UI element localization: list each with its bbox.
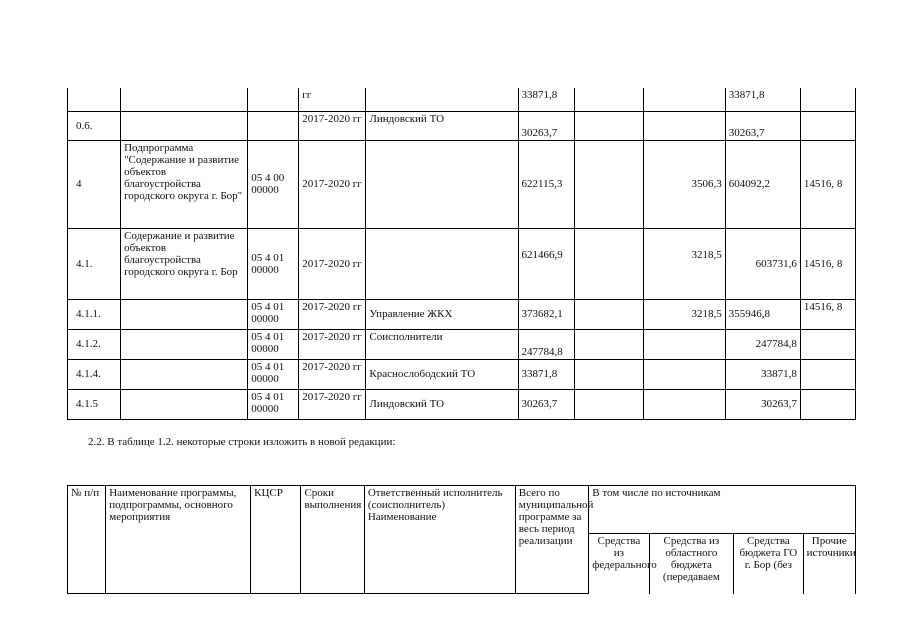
cell-executor: Краснослободский ТО	[366, 359, 518, 389]
cell-fed	[574, 228, 643, 299]
header-num: № п/п	[68, 486, 106, 594]
cell-name	[121, 111, 248, 140]
header-executor: Ответственный исполнитель (соисполнитель) Наименование	[364, 486, 515, 594]
cell-obl: 3506,3	[643, 140, 725, 228]
cell-name	[121, 389, 248, 419]
cell-period: 2017-2020 гг	[299, 228, 366, 299]
cell-go: 604092,2	[725, 140, 800, 228]
header-fed: Средства из федерального	[589, 534, 649, 594]
cell-executor	[366, 140, 518, 228]
cell-kcsr: 05 4 01 00000	[248, 359, 299, 389]
cell-go: 30263,7	[725, 389, 800, 419]
cell-kcsr: 05 4 01 00000	[248, 389, 299, 419]
cell-total: 30263,7	[518, 389, 574, 419]
cell-name	[121, 329, 248, 359]
header-obl: Средства из областного бюджета (передаваем	[649, 534, 734, 594]
cell-kcsr	[248, 88, 299, 111]
table-row	[68, 88, 856, 111]
header-period: Сроки выполнения	[301, 486, 364, 594]
cell-fed	[574, 329, 643, 359]
cell-executor: Линдовский ТО	[366, 111, 518, 140]
cell-obl	[643, 111, 725, 140]
table-row	[68, 228, 856, 299]
table-row	[68, 359, 856, 389]
cell-other	[800, 111, 855, 140]
cell-fed	[574, 140, 643, 228]
header-row	[68, 486, 856, 534]
cell-fed	[574, 389, 643, 419]
cell-period: 2017-2020 гг	[299, 299, 366, 329]
cell-kcsr: 05 4 01 00000	[248, 228, 299, 299]
cell-name: Подпрограмма "Содержание и развитие объектов благоустройства городского округа г. Бор"	[121, 140, 248, 228]
cell-other: 14516, 8	[800, 299, 855, 329]
cell-num: 4.1.1.	[68, 299, 121, 329]
cell-total: 33871,8	[518, 88, 574, 111]
cell-total: 247784,8	[518, 329, 574, 359]
cell-period: 2017-2020 гг	[299, 111, 366, 140]
header-kcsr: КЦСР	[251, 486, 301, 594]
header-sources: В том числе по источникам	[589, 486, 856, 534]
cell-go: 355946,8	[725, 299, 800, 329]
cell-other: 14516, 8	[800, 228, 855, 299]
cell-obl	[643, 88, 725, 111]
table-row	[68, 111, 856, 140]
cell-fed	[574, 88, 643, 111]
cell-num: 4.1.5	[68, 389, 121, 419]
table-row	[68, 140, 856, 228]
cell-kcsr	[248, 111, 299, 140]
cell-period: 2017-2020 гг	[299, 140, 366, 228]
cell-total: 30263,7	[518, 111, 574, 140]
table-row	[68, 389, 856, 419]
cell-num: 4.1.	[68, 228, 121, 299]
header-go: Средства бюджета ГО г. Бор (без	[734, 534, 803, 594]
cell-other	[800, 88, 855, 111]
cell-kcsr: 05 4 01 00000	[248, 299, 299, 329]
cell-name	[121, 88, 248, 111]
header-other: Прочие источники	[803, 534, 855, 594]
cell-fed	[574, 359, 643, 389]
table-row	[68, 329, 856, 359]
cell-executor: Линдовский ТО	[366, 389, 518, 419]
cell-num: 4.1.4.	[68, 359, 121, 389]
cell-total: 622115,3	[518, 140, 574, 228]
cell-name: Содержание и развитие объектов благоустройства городского округа г. Бор	[121, 228, 248, 299]
cell-kcsr: 05 4 01 00000	[248, 329, 299, 359]
cell-go: 603731,6	[725, 228, 800, 299]
cell-num: 4	[68, 140, 121, 228]
cell-fed	[574, 299, 643, 329]
funding-table	[67, 88, 856, 420]
cell-obl	[643, 389, 725, 419]
cell-executor: Управление ЖКХ	[366, 299, 518, 329]
cell-other	[800, 359, 855, 389]
cell-total: 33871,8	[518, 359, 574, 389]
table-row	[68, 299, 856, 329]
cell-obl: 3218,5	[643, 228, 725, 299]
header-table	[67, 485, 856, 594]
cell-obl	[643, 359, 725, 389]
header-total: Всего по муниципальной программе за весь период реализации	[515, 486, 588, 594]
cell-num	[68, 88, 121, 111]
cell-go: 30263,7	[725, 111, 800, 140]
cell-go: 33871,8	[725, 359, 800, 389]
cell-executor	[366, 228, 518, 299]
cell-executor	[366, 88, 518, 111]
cell-total: 373682,1	[518, 299, 574, 329]
cell-go: 33871,8	[725, 88, 800, 111]
cell-name	[121, 299, 248, 329]
cell-other	[800, 329, 855, 359]
cell-period: 2017-2020 гг	[299, 389, 366, 419]
amendment-note: 2.2. В таблице 1.2. некоторые строки изложить в новой редакции:	[88, 436, 396, 448]
cell-go: 247784,8	[725, 329, 800, 359]
cell-other: 14516, 8	[800, 140, 855, 228]
cell-executor: Соисполнители	[366, 329, 518, 359]
cell-period: гг	[299, 88, 366, 111]
cell-num: 4.1.2.	[68, 329, 121, 359]
cell-other	[800, 389, 855, 419]
cell-name	[121, 359, 248, 389]
cell-obl: 3218,5	[643, 299, 725, 329]
cell-num: 0.6.	[68, 111, 121, 140]
cell-period: 2017-2020 гг	[299, 329, 366, 359]
cell-period: 2017-2020 гг	[299, 359, 366, 389]
cell-kcsr: 05 4 00 00000	[248, 140, 299, 228]
cell-total: 621466,9	[518, 228, 574, 299]
cell-obl	[643, 329, 725, 359]
header-name: Наименование программы, подпрограммы, основного мероприятия	[106, 486, 251, 594]
cell-fed	[574, 111, 643, 140]
